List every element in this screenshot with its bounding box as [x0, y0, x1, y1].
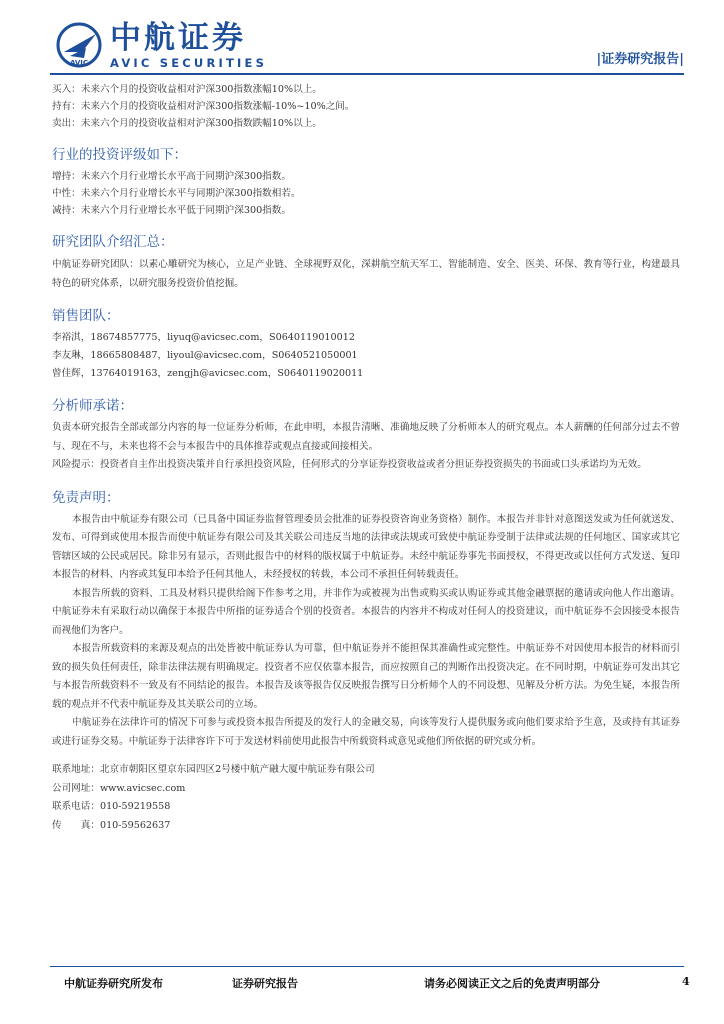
contact-block: [52, 761, 680, 835]
disclaimer-paragraph: 本报告所载资料的来源及观点的出处皆被中航证券认为可靠，但中航证券并不能担保其准确性或完整性。中航证券不对因使用本报告的材料而引致的损失负任何责任，除非法律法规有明确规定。投资者不应仅依靠本报告，而应按照自己的判断作出投资决定。在不同时期，中航证券可发出其它与本报告所载资料不一致及有不同结论的报告。本报告及该等报告仅反映报告撰写日分析师个人的不同设想、见解及分析方法。为免生疑，本报告所载的观点并不代表中航证券及其关联公司的立场。: [52, 643, 680, 710]
contact-website: 公司网址：www.avicsec.com: [52, 782, 186, 794]
team-title: 研究团队介绍汇总：: [52, 234, 174, 250]
rating-hold: 持有：未来六个月的投资收益相对沪深300指数涨幅-10%~10%之间。: [52, 101, 355, 112]
analyst-commitment-title: 分析师承诺：: [52, 398, 133, 414]
rating-sell: 卖出：未来六个月的投资收益相对沪深300指数跌幅10%以上。: [52, 118, 322, 129]
stock-rating-list: [52, 81, 680, 132]
disclaimer-paragraph: 本报告所载的资料、工具及材料只提供给阁下作参考之用，并非作为或被视为出售或购买或认购证券或其他金融票据的邀请或向他人作出邀请。中航证券未有采取行动以确保于本报告中所指的证券适合个别的投资者。本报告的内容并不构成对任何人的投资建议，而中航证券不会因接受本报告而视他们为客户。: [52, 587, 680, 636]
avic-plane-logo-icon: [56, 22, 102, 68]
contact-phone: 联系电话：010-59219558: [52, 801, 171, 812]
footer-publisher: 中航证券研究所发布: [64, 977, 163, 990]
disclaimer-body: [52, 511, 680, 752]
page-content: [52, 81, 680, 835]
contact-address: 联系地址：北京市朝阳区望京东园四区2号楼中航产融大厦中航证券有限公司: [52, 764, 375, 775]
rating-buy: 买入：未来六个月的投资收益相对沪深300指数涨幅10%以上。: [52, 84, 322, 95]
industry-rating-item: 中性：未来六个月行业增长水平与同期沪深300指数相若。: [52, 188, 301, 199]
header-divider: [50, 73, 684, 75]
industry-rating-item: 增持：未来六个月行业增长水平高于同期沪深300指数。: [52, 171, 291, 182]
sales-contact-row: 李友琳，18665808487，liyoul@avicsec.com，S0640521050001: [52, 350, 358, 361]
page-header: [50, 18, 684, 76]
disclaimer-paragraph: 中航证券在法律许可的情况下可参与或投资本报告所提及的发行人的金融交易，向该等发行人提供服务或向他们要求给予生意，及或持有其证券或进行证券交易。中航证券于法律容许下可于发送材料前使用此报告中所载资料或意见或他们所依据的研究或分析。: [52, 717, 680, 747]
disclaimer-paragraph: 本报告由中航证券有限公司（已具备中国证券监督管理委员会批准的证券投资咨询业务资格）制作。本报告并非针对意图送发或为任何就送发、发布、可得到或使用本报告而使中航证券有限公司及其关联公司违反当地的法律或法规或可致使中航证券受制于法律或法规的任何地区、国家或其它管辖区域的公民或居民。除非另有显示，否则此报告中的材料的版权属于中航证券。未经中航证券事先书面授权，不得更改或以任何方式发送、复印本报告的材料、内容或其复印本给予任何其他人，未经授权的转载，本公司不承担任何转载责任。: [52, 513, 680, 580]
svg-text:AVIC: AVIC: [69, 59, 89, 67]
disclaimer-title: 免责声明：: [52, 489, 120, 506]
logo-wordmark-cn: 中航证券: [110, 20, 246, 56]
logo-wordmark-en: AVIC SECURITIES: [110, 56, 268, 70]
footer-disclaimer-note: 请务必阅读正文之后的免责声明部分: [424, 977, 600, 990]
sales-team-title: 销售团队：: [52, 308, 120, 324]
industry-rating-list: [52, 168, 680, 219]
risk-warning-text: 风险提示：投资者自主作出投资决策并自行承担投资风险，任何形式的分享证券投资收益或者分担证券投资损失的书面或口头承诺均为无效。: [52, 459, 647, 470]
sales-contact-list: [52, 329, 680, 383]
page-number: 4: [682, 975, 690, 988]
analyst-commitment-text: 负责本研究报告全部或部分内容的每一位证券分析师，在此申明，本报告清晰、准确地反映了分析师本人的研究观点。本人薪酬的任何部分过去不曾与、现在不与，未来也将不会与本报告中的具体推荐或观点直接或间接相关。: [52, 422, 680, 452]
sales-contact-row: 李裕淇，18674857775，liyuq@avicsec.com，S0640119010012: [52, 332, 355, 343]
team-description: 中航证券研究团队：以素心雕研究为核心，立足产业链、全球视野双化，深耕航空航天军工、智能制造、安全、医美、环保、教育等行业，构建最具特色的研究体系，以研究服务投资价值挖掘。: [52, 259, 680, 289]
contact-fax: 传 真：010-59562637: [52, 819, 171, 831]
industry-rating-title: 行业的投资评级如下：: [52, 147, 187, 163]
footer-divider: [50, 966, 684, 967]
report-type-tag: |证券研究报告|: [596, 52, 684, 67]
industry-rating-item: 减持：未来六个月行业增长水平低于同期沪深300指数。: [52, 205, 291, 216]
sales-contact-row: 曾佳辉，13764019163，zengjh@avicsec.com，S0640119020011: [52, 368, 364, 379]
footer-report-type: 证券研究报告: [232, 977, 298, 990]
